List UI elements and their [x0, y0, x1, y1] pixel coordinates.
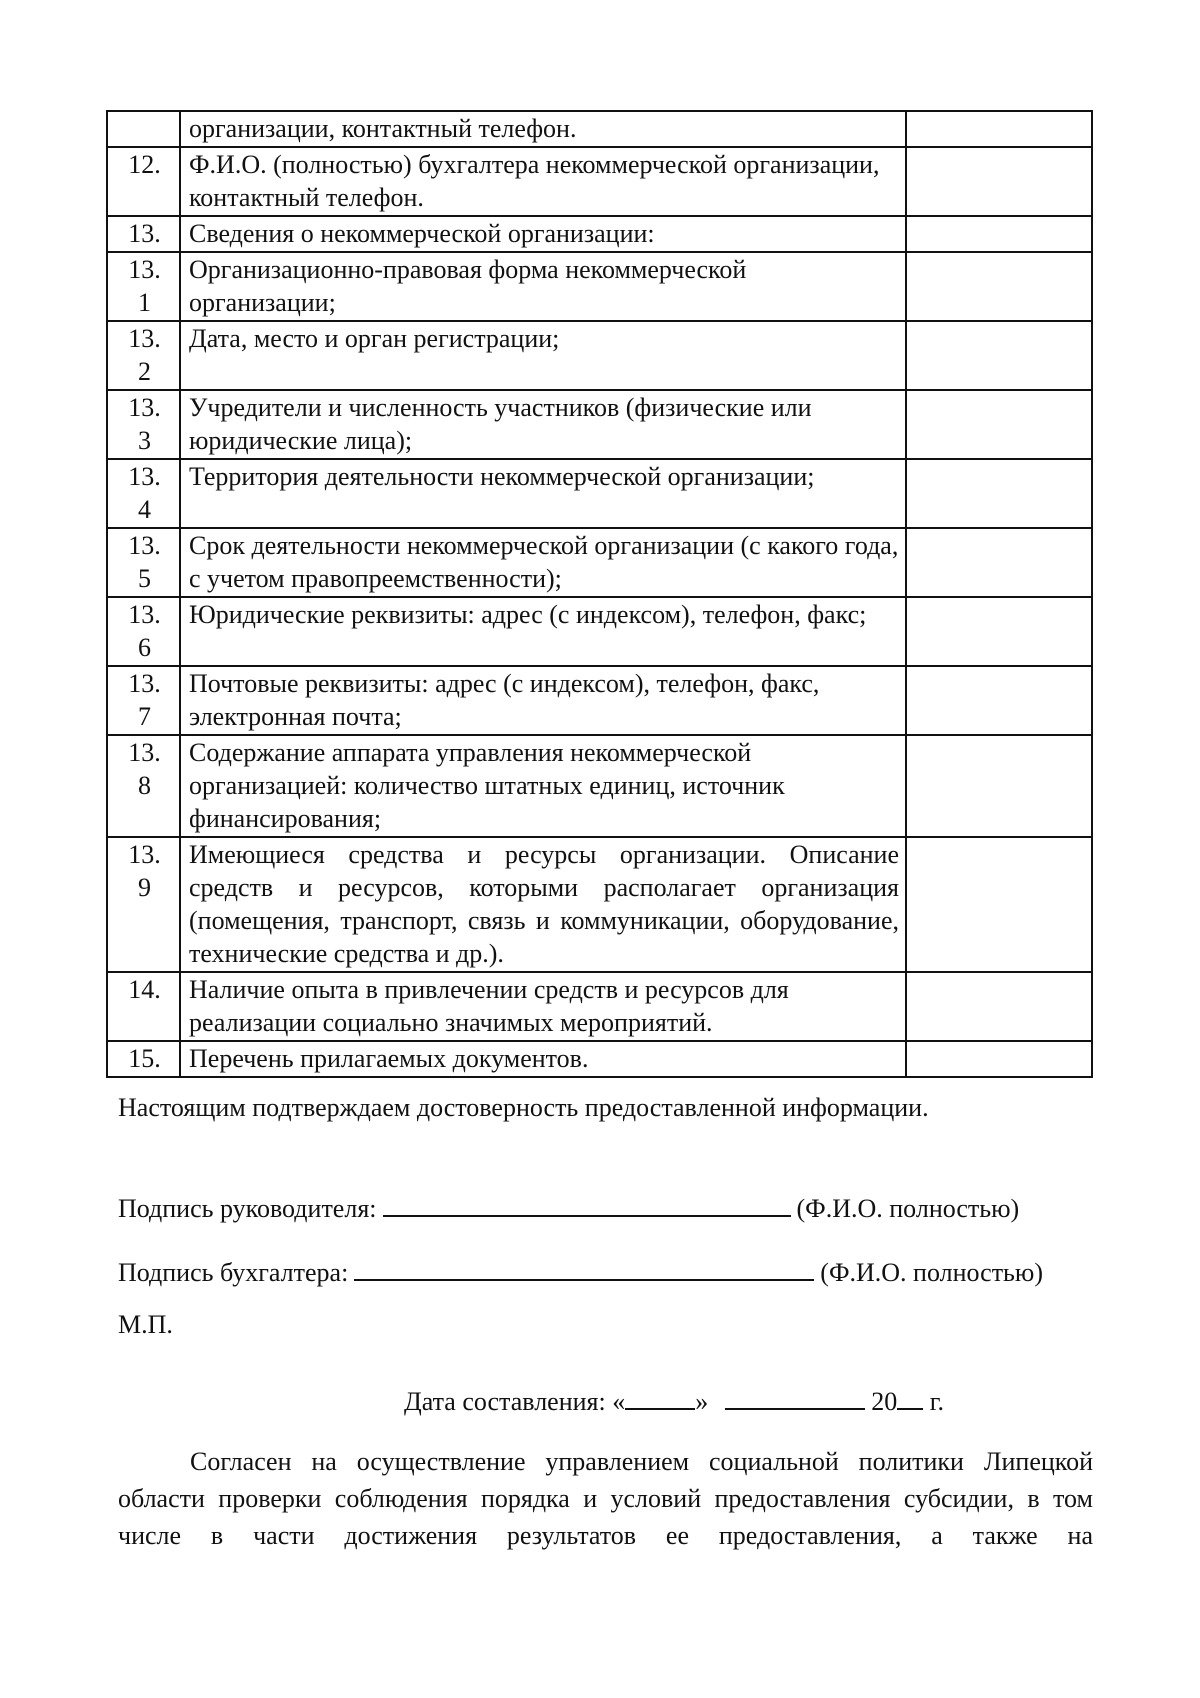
row-number: 13. 2: [107, 321, 180, 390]
date-line: [404, 1384, 944, 1417]
accountant-signature-label: Подпись бухгалтера:: [118, 1258, 349, 1287]
row-number: 13. 1: [107, 252, 180, 321]
row-description: Срок деятельности некоммерческой организации (с какого года, с учетом правопреемственности);: [180, 528, 906, 597]
row-value-cell[interactable]: [906, 837, 1092, 972]
head-signature-label: Подпись руководителя:: [118, 1194, 377, 1223]
accountant-signature-line: [118, 1255, 1043, 1288]
row-value-cell[interactable]: [906, 528, 1092, 597]
accountant-signature-field[interactable]: [354, 1255, 814, 1281]
row-value-cell[interactable]: [906, 972, 1092, 1041]
row-value-cell[interactable]: [906, 390, 1092, 459]
row-value-cell[interactable]: [906, 111, 1092, 147]
row-number: 13. 5: [107, 528, 180, 597]
head-signature-line: [118, 1191, 1019, 1224]
consent-paragraph: [118, 1443, 1093, 1554]
row-number: 13.: [107, 216, 180, 252]
row-number: 13. 7: [107, 666, 180, 735]
table-row: [107, 666, 1092, 735]
row-value-cell[interactable]: [906, 597, 1092, 666]
row-value-cell[interactable]: [906, 216, 1092, 252]
row-description: Перечень прилагаемых документов.: [180, 1041, 906, 1077]
row-value-cell[interactable]: [906, 735, 1092, 837]
row-description: Организационно-правовая форма некоммерческой организации;: [180, 252, 906, 321]
table-row: [107, 390, 1092, 459]
row-number: 13. 4: [107, 459, 180, 528]
table-row: [107, 597, 1092, 666]
head-signature-hint: (Ф.И.О. полностью): [796, 1194, 1020, 1223]
date-year-field[interactable]: [897, 1384, 923, 1410]
confirmation-text: Настоящим подтверждаем достоверность предоставленной информации.: [118, 1093, 929, 1122]
table-row: [107, 321, 1092, 390]
row-value-cell[interactable]: [906, 459, 1092, 528]
table-row: [107, 459, 1092, 528]
row-description: Дата, место и орган регистрации;: [180, 321, 906, 390]
row-value-cell[interactable]: [906, 252, 1092, 321]
row-description: Содержание аппарата управления некоммерческой организацией: количество штатных единиц, источник финансирования;: [180, 735, 906, 837]
date-day-field[interactable]: [625, 1384, 695, 1410]
table-row: [107, 528, 1092, 597]
date-year-prefix: 20: [871, 1387, 898, 1416]
accountant-signature-hint: (Ф.И.О. полностью): [820, 1258, 1043, 1287]
table-row: [107, 1041, 1092, 1077]
row-description: Территория деятельности некоммерческой организации;: [180, 459, 906, 528]
row-value-cell[interactable]: [906, 666, 1092, 735]
row-description: Почтовые реквизиты: адрес (с индексом), телефон, факс, электронная почта;: [180, 666, 906, 735]
application-form-table: [106, 110, 1093, 1078]
stamp-label: М.П.: [118, 1310, 173, 1339]
row-description: Юридические реквизиты: адрес (с индексом), телефон, факс;: [180, 597, 906, 666]
row-number: 13. 9: [107, 837, 180, 972]
row-number: 14.: [107, 972, 180, 1041]
table-row: [107, 147, 1092, 216]
row-value-cell[interactable]: [906, 321, 1092, 390]
table-row: [107, 837, 1092, 972]
table-row: [107, 216, 1092, 252]
row-description: Наличие опыта в привлечении средств и ресурсов для реализации социально значимых мероприятий.: [180, 972, 906, 1041]
row-description: организации, контактный телефон.: [180, 111, 906, 147]
row-description: Учредители и численность участников (физические или юридические лица);: [180, 390, 906, 459]
row-number: 13. 3: [107, 390, 180, 459]
row-number: 15.: [107, 1041, 180, 1077]
table-row: [107, 972, 1092, 1041]
row-description: Ф.И.О. (полностью) бухгалтера некоммерческой организации, контактный телефон.: [180, 147, 906, 216]
row-number: 12.: [107, 147, 180, 216]
date-quote-close: »: [695, 1387, 709, 1416]
row-description: Имеющиеся средства и ресурсы организации. Описание средств и ресурсов, которыми располагает организация (помещения, транспорт, связь и коммуникации, оборудование, технические средства и др.).: [180, 837, 906, 972]
date-year-suffix: г.: [929, 1387, 944, 1416]
row-value-cell[interactable]: [906, 147, 1092, 216]
table-row: [107, 111, 1092, 147]
head-signature-field[interactable]: [383, 1191, 791, 1217]
date-label: Дата составления: «: [404, 1387, 626, 1416]
table-row: [107, 735, 1092, 837]
consent-text: Согласен на осуществление управлением социальной политики Липецкой области проверки соблюдения порядка и условий предоставления субсидии, в том числе в части достижения результатов ее предоставления, а также на: [118, 1447, 1093, 1550]
date-month-field[interactable]: [725, 1384, 865, 1410]
row-value-cell[interactable]: [906, 1041, 1092, 1077]
table-row: [107, 252, 1092, 321]
row-number: [107, 111, 180, 147]
row-description: Сведения о некоммерческой организации:: [180, 216, 906, 252]
row-number: 13. 8: [107, 735, 180, 837]
row-number: 13. 6: [107, 597, 180, 666]
